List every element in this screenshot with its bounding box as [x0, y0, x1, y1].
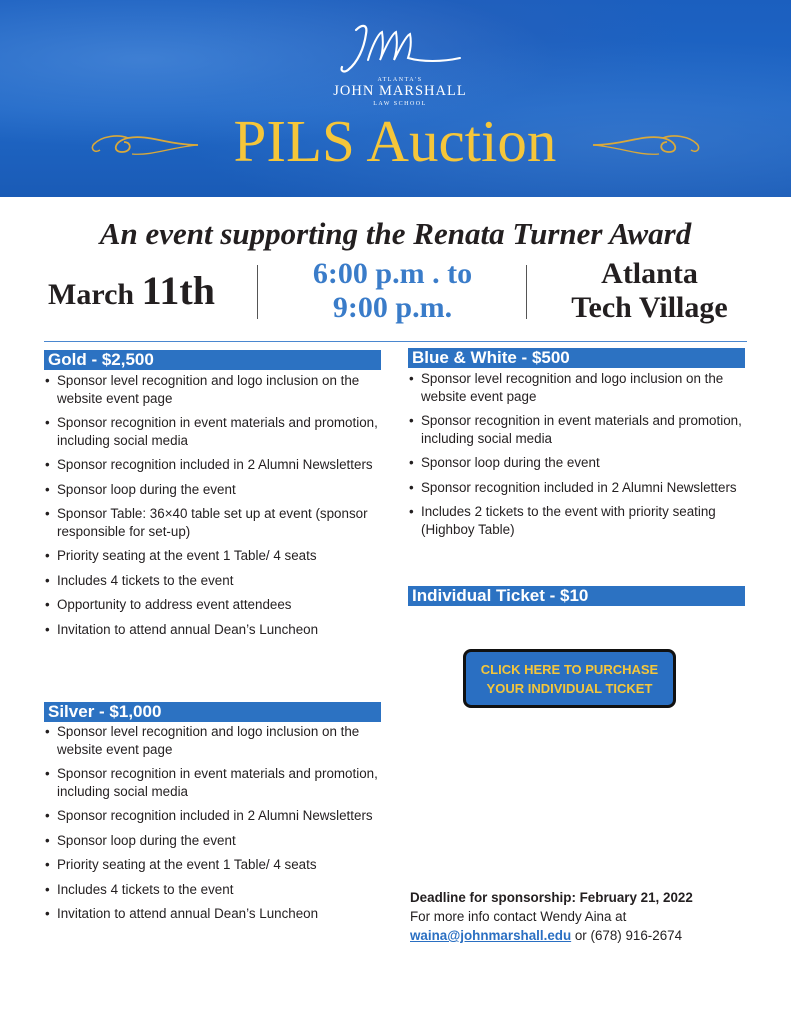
logo-school-name: JOHN MARSHALL [333, 83, 467, 99]
sponsorship-deadline: Deadline for sponsorship: February 21, 2022 [410, 890, 693, 905]
event-date [48, 266, 248, 320]
tier-header-blue-white: Blue & White - $500 [408, 348, 745, 368]
list-item: • Includes 2 tickets to the event with priority seating (Highboy Table) [409, 503, 754, 538]
jm-monogram-icon [338, 22, 462, 76]
list-item: • Invitation to attend annual Dean’s Luncheon [45, 905, 390, 923]
list-item: • Sponsor recognition in event materials and promotion, including social media [409, 412, 754, 447]
page-title: PILS Auction [233, 108, 557, 174]
venue-line-2: Tech Village [571, 291, 728, 324]
list-item: • Priority seating at the event 1 Table/ 4 seats [45, 856, 390, 874]
list-item: • Sponsor loop during the event [45, 832, 390, 850]
list-item: • Includes 4 tickets to the event [45, 881, 390, 899]
list-item: • Sponsor level recognition and logo inclusion on the website event page [409, 370, 754, 405]
section-divider [44, 341, 747, 342]
benefit-list-gold [45, 372, 390, 645]
list-item: • Sponsor loop during the event [409, 454, 754, 472]
header-banner [0, 0, 791, 197]
purchase-ticket-button[interactable] [463, 649, 676, 708]
tier-header-silver: Silver - $1,000 [44, 702, 381, 722]
logo-tagline-bottom: LAW SCHOOL [373, 101, 427, 107]
school-logo [300, 22, 500, 107]
list-item: • Sponsor recognition included in 2 Alumni Newsletters [45, 456, 390, 474]
left-flourish-icon [88, 130, 200, 160]
venue-line-1: Atlanta [601, 257, 698, 290]
list-item: • Sponsor level recognition and logo inclusion on the website event page [45, 372, 390, 407]
date-day: 11th [141, 268, 215, 313]
event-time [265, 257, 520, 325]
contact-info: For more info contact Wendy Aina at [410, 909, 627, 924]
button-label-line-1: CLICK HERE TO PURCHASE [480, 662, 659, 677]
date-month: March [48, 278, 135, 311]
contact-block [410, 888, 770, 945]
list-item: • Sponsor level recognition and logo inclusion on the website event page [45, 723, 390, 758]
list-item: • Sponsor recognition included in 2 Alumni Newsletters [409, 479, 754, 497]
list-item: • Sponsor loop during the event [45, 481, 390, 499]
button-label-line-2: YOUR INDIVIDUAL TICKET [486, 681, 653, 696]
phone-number: or (678) 916-2674 [571, 928, 683, 943]
list-item: • Invitation to attend annual Dean’s Luncheon [45, 621, 390, 639]
list-item: • Priority seating at the event 1 Table/ 4 seats [45, 547, 390, 565]
divider-line [257, 265, 258, 319]
divider-line [526, 265, 527, 319]
event-subtitle: An event supporting the Renata Turner Award [99, 216, 692, 251]
benefit-list-blue-white [409, 370, 754, 545]
logo-tagline-top: ATLANTA'S [377, 77, 423, 83]
event-venue [537, 257, 762, 325]
contact-line [410, 926, 770, 945]
benefit-list-silver [45, 723, 390, 930]
tier-header-individual: Individual Ticket - $10 [408, 586, 745, 606]
list-item: • Includes 4 tickets to the event [45, 572, 390, 590]
list-item: • Sponsor Table: 36×40 table set up at event (sponsor responsible for set-up) [45, 505, 390, 540]
list-item: • Sponsor recognition in event materials and promotion, including social media [45, 414, 390, 449]
tier-header-gold: Gold - $2,500 [44, 350, 381, 370]
list-item: • Opportunity to address event attendees [45, 596, 390, 614]
email-link[interactable]: waina@johnmarshall.edu [410, 928, 572, 943]
time-line-2: 9:00 p.m. [332, 291, 453, 324]
time-line-1: 6:00 p.m . to [312, 257, 473, 290]
right-flourish-icon [591, 130, 703, 160]
list-item: • Sponsor recognition in event materials and promotion, including social media [45, 765, 390, 800]
list-item: • Sponsor recognition included in 2 Alumni Newsletters [45, 807, 390, 825]
